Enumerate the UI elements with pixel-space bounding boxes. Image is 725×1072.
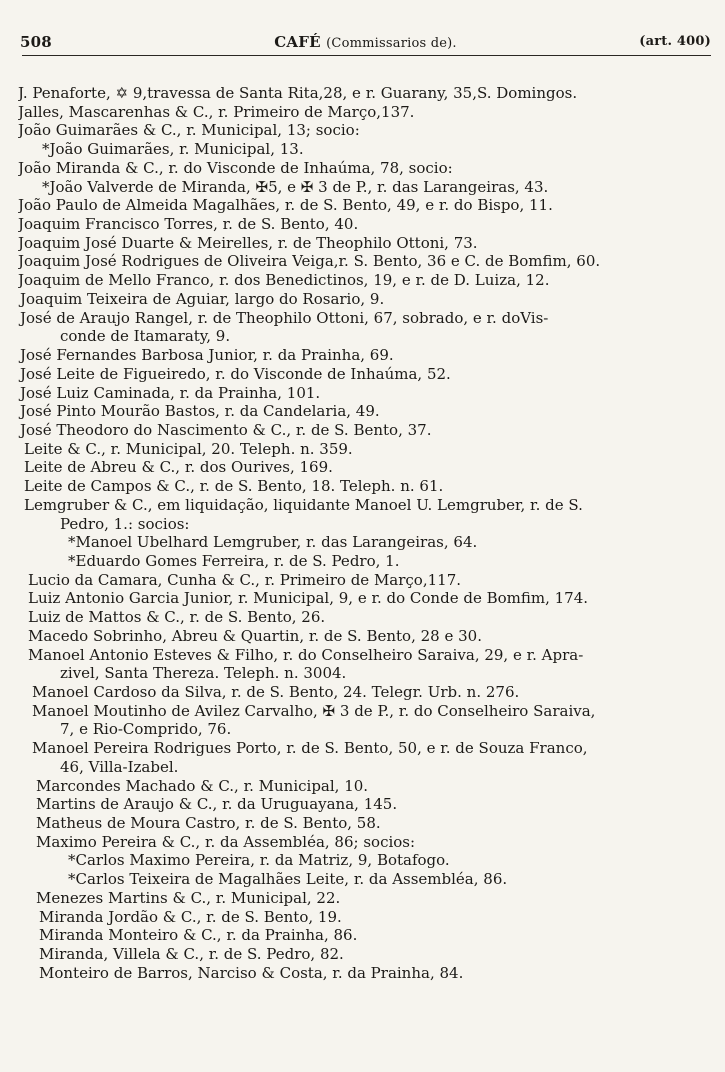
entry-line: Joaquim Teixeira de Aguiar, largo do Rosario, 9. <box>20 289 385 308</box>
entry-line: Marcondes Machado & C., r. Municipal, 10. <box>36 776 369 795</box>
entry-line: Macedo Sobrinho, Abreu & Quartin, r. de S. Bento, 28 e 30. <box>28 626 482 645</box>
entry-line-continuation: Pedro, 1.: socios: <box>60 514 190 533</box>
entry-line-partner: *João Valverde de Miranda, ✠5, e ✠ 3 de P., r. das Larangeiras, 43. <box>42 177 549 196</box>
page-title <box>20 33 711 51</box>
entry-line: Matheus de Moura Castro, r. de S. Bento, 58. <box>36 814 381 833</box>
entry-line: Manoel Cardoso da Silva, r. de S. Bento, 24. Telegr. Urb. n. 276. <box>32 683 520 701</box>
entry-line: João Paulo de Almeida Magalhães, r. de S. Bento, 49, e r. do Bispo, 11. <box>18 196 553 215</box>
entry-line: Leite & C., r. Municipal, 20. Teleph. n. 359. <box>24 439 353 458</box>
entry-line: José Theodoro do Nascimento & C., r. de S. Bento, 37. <box>20 420 432 439</box>
entry-line-partner: *João Guimarães, r. Municipal, 13. <box>42 140 304 159</box>
entry-line-continuation: zivel, Santa Thereza. Teleph. n. 3004. <box>60 664 347 683</box>
entry-line: Manoel Pereira Rodrigues Porto, r. de S. Bento, 50, e r. de Souza Franco, <box>32 739 588 758</box>
entry-line: Joaquim de Mello Franco, r. dos Benedictinos, 19, e r. de D. Luiza, 12. <box>18 271 550 290</box>
page-header <box>20 33 711 55</box>
entry-line: J. Penaforte, ✡ 9,travessa de Santa Rita,28, e r. Guarany, 35,S. Domingos. <box>18 84 578 102</box>
title-subtitle: (Commissarios de). <box>326 36 457 51</box>
entry-line: Miranda Jordão & C., r. de S. Bento, 19. <box>39 907 342 926</box>
entry-line: João Guimarães & C., r. Municipal, 13; socio: <box>18 121 360 140</box>
entry-line-partner: *Eduardo Gomes Ferreira, r. de S. Pedro, 1. <box>68 551 400 570</box>
entry-line: Manoel Antonio Esteves & Filho, r. do Conselheiro Saraiva, 29, e r. Apra- <box>28 645 584 664</box>
entry-line: Jalles, Mascarenhas & C., r. Primeiro de Março,137. <box>18 102 415 121</box>
entry-line: João Miranda & C., r. do Visconde de Inhaúma, 78, socio: <box>18 158 453 177</box>
entry-line: Manoel Moutinho de Avilez Carvalho, ✠ 3 de P., r. do Conselheiro Saraiva, <box>32 701 596 720</box>
entry-line: José Fernandes Barbosa Junior, r. da Prainha, 69. <box>20 346 394 365</box>
article-reference: (art. 400) <box>639 34 711 49</box>
title-main: CAFÉ <box>274 33 321 51</box>
entry-line-continuation: 46, Villa-Izabel. <box>60 757 179 776</box>
entry-line: Luiz Antonio Garcia Junior, r. Municipal, 9, e r. do Conde de Bomfim, 174. <box>28 589 589 608</box>
entry-line-continuation: conde de Itamaraty, 9. <box>60 327 231 346</box>
entry-line: Martins de Araujo & C., r. da Uruguayana, 145. <box>36 795 398 814</box>
entry-line: Monteiro de Barros, Narciso & Costa, r. da Prainha, 84. <box>39 963 464 982</box>
entry-line: José Leite de Figueiredo, r. do Visconde de Inhaúma, 52. <box>20 364 451 383</box>
entry-line: José Pinto Mourão Bastos, r. da Candelaria, 49. <box>20 402 380 421</box>
entry-line: Leite de Campos & C., r. de S. Bento, 18. Teleph. n. 61. <box>24 477 444 496</box>
entry-line-partner: *Manoel Ubelhard Lemgruber, r. das Larangeiras, 64. <box>68 533 478 552</box>
entry-line: Leite de Abreu & C., r. dos Ourives, 169. <box>24 458 333 477</box>
entry-line: Joaquim José Duarte & Meirelles, r. de Theophilo Ottoni, 73. <box>18 233 478 252</box>
entry-line-partner: *Carlos Teixeira de Magalhães Leite, r. da Assembléa, 86. <box>68 870 508 889</box>
header-rule <box>22 55 711 56</box>
entry-line-continuation: 7, e Rio-Comprido, 76. <box>60 720 232 739</box>
entry-line: Lemgruber & C., em liquidação, liquidante Manoel U. Lemgruber, r. de S. <box>24 495 583 514</box>
entry-line: José de Araujo Rangel, r. de Theophilo Ottoni, 67, sobrado, e r. doVis- <box>20 308 549 327</box>
entry-line: Joaquim José Rodrigues de Oliveira Veiga,r. S. Bento, 36 e C. de Bomfim, 60. <box>18 252 601 271</box>
entry-line: Lucio da Camara, Cunha & C., r. Primeiro de Março,117. <box>28 570 462 589</box>
page-number: 508 <box>20 33 52 51</box>
entry-line: Maximo Pereira & C., r. da Assembléa, 86; socios: <box>36 832 416 851</box>
entry-line: Miranda Monteiro & C., r. da Prainha, 86. <box>39 926 358 945</box>
entry-line: Luiz de Mattos & C., r. de S. Bento, 26. <box>28 608 326 627</box>
entry-line-partner: *Carlos Maximo Pereira, r. da Matriz, 9, Botafogo. <box>68 851 450 870</box>
directory-entries <box>18 84 707 983</box>
entry-line: Miranda, Villela & C., r. de S. Pedro, 82. <box>39 945 344 964</box>
entry-line: José Luiz Caminada, r. da Prainha, 101. <box>20 383 321 402</box>
entry-line: Menezes Martins & C., r. Municipal, 22. <box>36 888 341 907</box>
entry-line: Joaquim Francisco Torres, r. de S. Bento, 40. <box>18 215 359 234</box>
